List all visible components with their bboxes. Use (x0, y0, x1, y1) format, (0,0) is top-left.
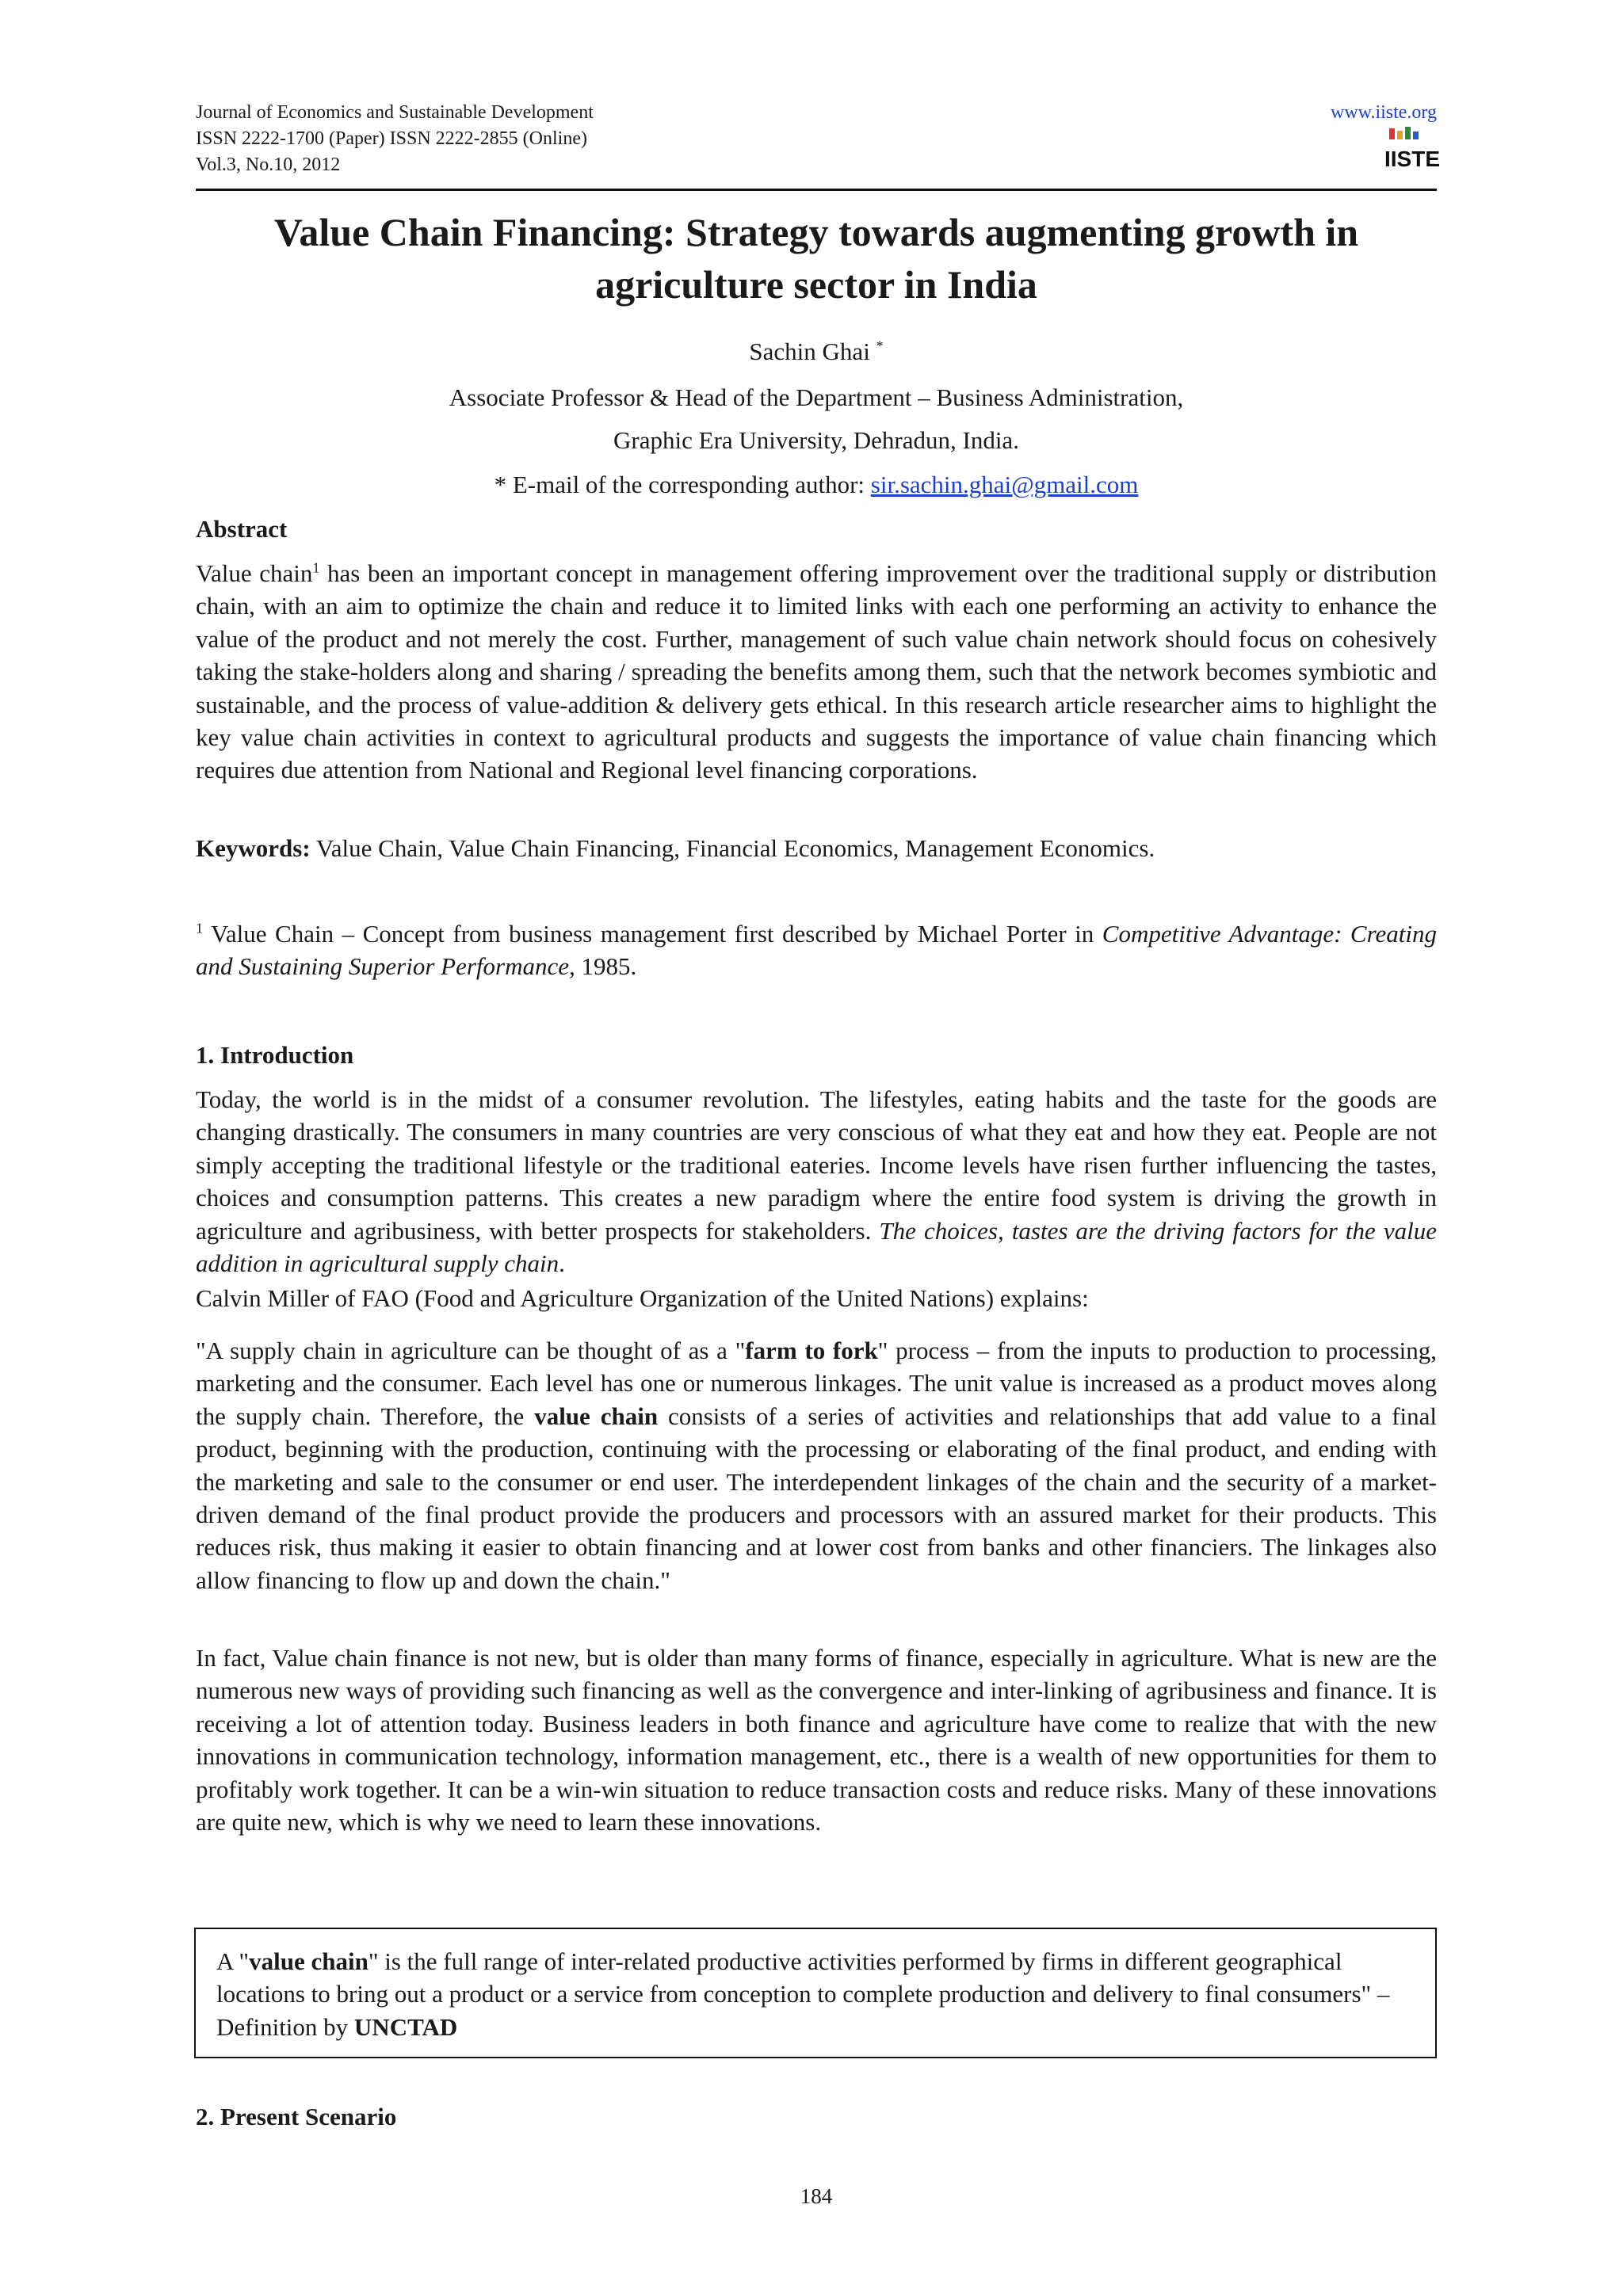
definition-part-a: A " (216, 1947, 250, 1975)
abstract-text (196, 557, 1437, 787)
definition-text (216, 1945, 1405, 2043)
definition-source: UNCTAD (353, 2012, 458, 2041)
journal-name: Journal of Economics and Sustainable Development (196, 102, 594, 123)
abstract-text-b: has been an important concept in management offering improvement over the traditional supply or distribution chain, with an aim to optimize the chain and reduce it to limited links with each one performing an activity to enhance the value of the product and not merely the cost. Further, management of such value chain network should focus on cohesively taking the stake-holders along and sharing / spreading the benefits among them, such that the network becomes symbiotic and sustainable, and the process of value-addition & delivery gets ethical. In this research article researcher aims to highlight the key value chain activities in context to agricultural products and suggests the importance of value chain financing which requires due attention from National and Regional level financing corporations. (196, 559, 1438, 784)
affiliation-line-1: Associate Professor & Head of the Department – Business Administration, (449, 383, 1184, 411)
header-rule (196, 189, 1437, 191)
author-line (196, 336, 1437, 368)
keywords-line (196, 832, 1437, 864)
abstract-text-a: Value chain (196, 559, 313, 587)
intro-p1-end: . (559, 1249, 565, 1278)
abstract-heading: Abstract (196, 515, 288, 543)
email-prefix: * E-mail of the corresponding author: (494, 471, 871, 498)
intro-paragraph-2: Calvin Miller of FAO (Food and Agriculture Organization of the United Nations) explains: (196, 1284, 1089, 1312)
definition-part-b: " is the full range of inter-related productive activities performed by firms in different geographical locations to bring out a product or a service from conception to complete production and delivery to final consumers" – Definition by (216, 1947, 1390, 2041)
email-line (196, 469, 1437, 501)
quote-part-1: "A supply chain in agriculture can be thought of as a " (196, 1337, 746, 1364)
definition-box (194, 1928, 1437, 2058)
footnote-mark: 1 (196, 920, 203, 936)
keywords-text: Value Chain, Value Chain Financing, Financial Economics, Management Economics. (310, 834, 1155, 862)
intro-paragraph-3: In fact, Value chain finance is not new, but is older than many forms of finance, especially in agriculture. What is new are the numerous new ways of providing such financing as well as the convergence and inter-linking of agribusiness and finance. It is receiving a lot of attention today. Business leaders in both finance and agriculture have come to realize that with the new innovations in communication technology, information management, etc., there is a wealth of new opportunities for them to profitably work together. It can be a win-win situation to reduce transaction costs and reduce risks. Many of these innovations are quite new, which is why we need to learn these innovations. (196, 1644, 1437, 1836)
journal-url-link[interactable]: www.iiste.org (1331, 102, 1437, 123)
keywords-label: Keywords: (196, 834, 311, 862)
quote-bold-farm-to-fork: farm to fork (745, 1337, 878, 1364)
intro-p1-italic: The choices, tastes are the driving factors for the value addition in agricultural supply chain (196, 1216, 1437, 1278)
quote-bold-value-chain: value chain (534, 1402, 659, 1430)
title-line-2: agriculture sector in India (595, 262, 1037, 307)
footnote-text: Value Chain – Concept from business management first described by Michael Porter in (203, 920, 1102, 948)
author-email-link[interactable]: sir.sachin.ghai@gmail.com (870, 471, 1139, 498)
footnote-year: 1985. (575, 952, 637, 981)
journal-url-block (1331, 100, 1437, 126)
journal-volume: Vol.3, No.10, 2012 (196, 154, 341, 175)
definition-bold-term: value chain (249, 1947, 369, 1975)
journal-header (196, 100, 1441, 187)
journal-issn: ISSN 2222-1700 (Paper) ISSN 2222-2855 (Online) (196, 128, 587, 149)
affiliation-line-2: Graphic Era University, Dehradun, India. (613, 426, 1019, 454)
intro-p1-text: Today, the world is in the midst of a consumer revolution. The lifestyles, eating habits and the taste for the goods are changing drastically. The consumers in many countries are very conscious of what they eat and how they eat. People are not simply accepting the traditional lifestyle or the traditional eateries. Income levels have risen further influencing the tastes, choices and consumption patterns. This creates a new paradigm where the entire food system is driving the growth in agriculture and agribusiness, with better prospects for stakeholders. (196, 1085, 1437, 1245)
iiste-logo-icon (1384, 127, 1441, 171)
footnote (196, 917, 1437, 983)
footnote-book-title: Competitive Advantage: Creating and Sustaining Superior Performance, (196, 920, 1438, 981)
title-line-1: Value Chain Financing: Strategy towards augmenting growth in (273, 210, 1359, 254)
quote-part-3: consists of a series of activities and relationships that add value to a final product, beginning with the production, continuing with the processing or elaborating of the final product, and ending with the marketing and sale to the consumer or end user. The interdependent linkages of the chain and the security of a market-driven demand of the final product provide the producers and processors with an assured market for their products. This reduces risk, thus making it easier to obtain financing and at lower cost from banks and other financiers. The linkages also allow financing to flow up and down the chain." (196, 1402, 1437, 1594)
intro-heading: 1. Introduction (196, 1041, 354, 1069)
intro-quote (196, 1334, 1437, 1596)
logo-text: IISTE (1384, 147, 1441, 171)
journal-info (196, 100, 594, 178)
author-mark: * (876, 338, 884, 354)
page-number: 184 (800, 2184, 833, 2208)
quote-part-2: " process – from the inputs to production to processing, marketing and the consumer. Each level has one or numerous linkages. The unit value is increased as a product moves along the supply chain. Therefore, the (196, 1337, 1437, 1430)
author-name: Sachin Ghai (749, 338, 870, 365)
section-2-heading: 2. Present Scenario (196, 2103, 397, 2130)
paper-title (196, 206, 1437, 311)
abstract-note-ref: 1 (312, 559, 320, 576)
intro-paragraph-1 (196, 1083, 1437, 1280)
